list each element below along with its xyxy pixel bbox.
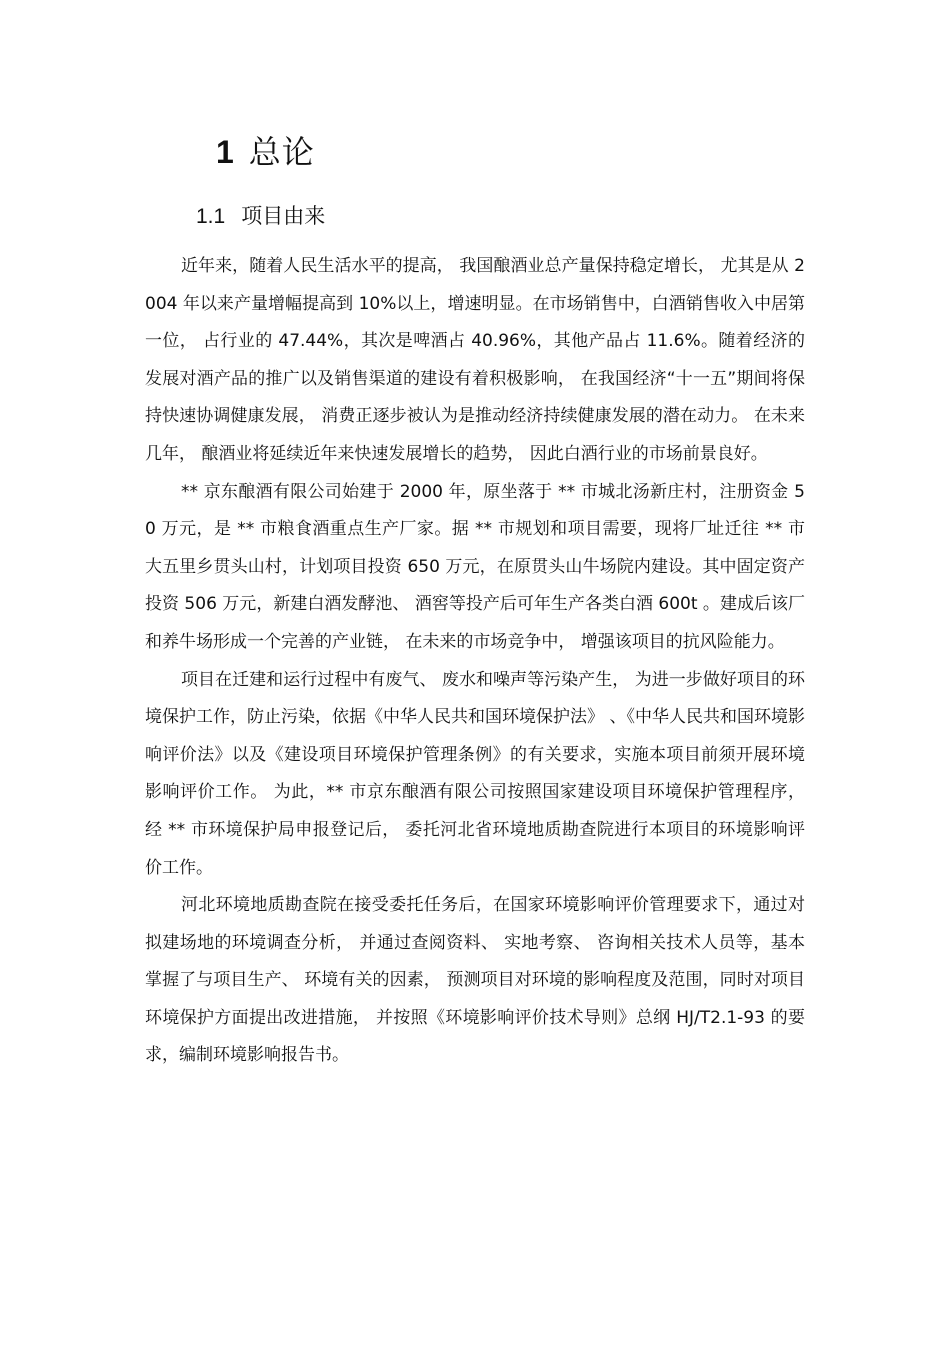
paragraph-industry-background: 近年来，随着人民生活水平的提高， 我国酿酒业总产量保持稳定增长， 尤其是从 2004 年以来产量增幅提高到 10%以上，增速明显。在市场销售中，白酒销售收入中居第一位， 占行业的 47.44%，其次是啤酒占 40.96%，其他产品占 11.6%。随着经济的发展对酒产品的推广以及销售渠道的建设有着积极影响， 在我国经济“十一五”期间将保持快速协调健康发展， 消费正逐步被认为是推动经济持续健康发展的潜在动力。 在未来几年， 酿酒业将延续近年来快速发展增长的趋势， 因此白酒行业的市场前景良好。 [145,256,805,464]
chapter-title: 总论 [248,133,315,171]
body-text [145,248,805,1075]
section-heading [196,200,325,233]
chapter-number: 1 [216,134,235,170]
paragraph-company-project: ** 京东酿酒有限公司始建于 2000 年，原坐落于 ** 市城北汤新庄村，注册资金 50 万元，是 ** 市粮食酒重点生产厂家。据 ** 市规划和项目需要，现将厂址迁往 ** 市大五里乡贯头山村，计划项目投资 650 万元，在原贯头山牛场院内建设。其中固定资产投资 506 万元，新建白酒发酵池、 酒窖等投产后可年生产各类白酒 600t 。建成后该厂和养牛场形成一个完善的产业链， 在未来的市场竞争中， 增强该项目的抗风险能力。 [145,481,805,652]
section-title: 项目由来 [241,204,326,228]
paragraph-environmental-basis: 项目在迁建和运行过程中有废气、 废水和噪声等污染产生， 为进一步做好项目的环境保护工作，防止污染，依据《中华人民共和国环境保护法》 、《中华人民共和国环境影响评价法》以及《建设项目环境保护管理条例》的有关要求，实施本项目前须开展环境影响评价工作。 为此，** 市京东酿酒有限公司按照国家建设项目环境保护管理程序， 经 ** 市环境保护局申报登记后， 委托河北省环境地质勘查院进行本项目的环境影响评价工作。 [145,669,805,878]
chapter-heading [216,130,315,174]
section-number: 1.1 [196,205,226,228]
paragraph-assessment-process: 河北环境地质勘查院在接受委托任务后，在国家环境影响评价管理要求下，通过对拟建场地的环境调查分析， 并通过查阅资料、 实地考察、 咨询相关技术人员等，基本掌握了与项目生产、 环境有关的因素， 预测项目对环境的影响程度及范围，同时对项目环境保护方面提出改进措施， 并按照《环境影响评价技术导则》总纲 HJ/T2.1-93 的要求，编制环境影响报告书。 [145,895,805,1066]
